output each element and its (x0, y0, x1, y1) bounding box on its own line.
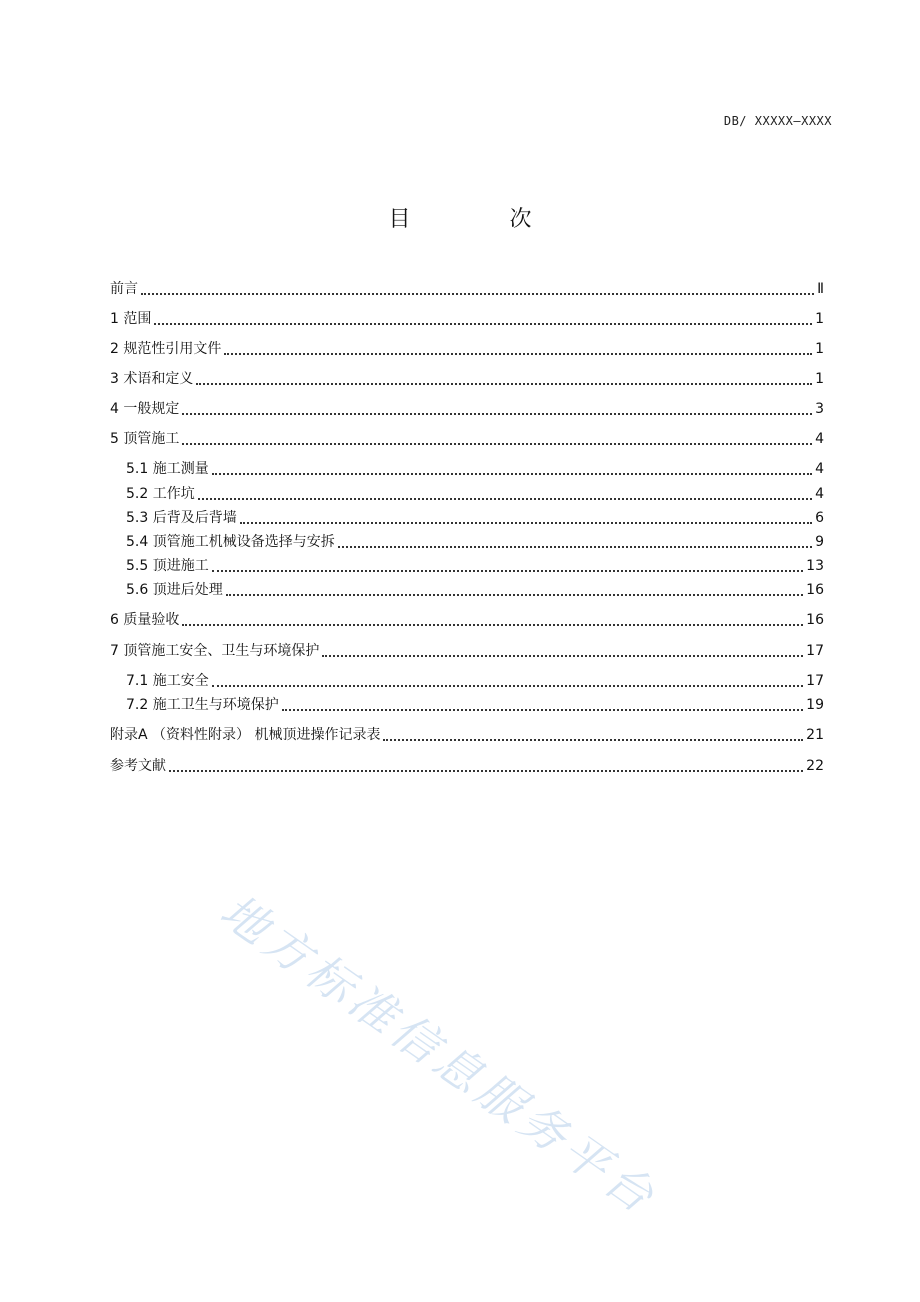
watermark: 地方标准信息服务平台 (210, 883, 668, 1226)
dot-leader (226, 594, 803, 596)
toc-entry-label: 7.1 施工安全 (126, 673, 209, 689)
toc-entry-label: 5.1 施工测量 (126, 461, 209, 477)
toc-entry-normative-references[interactable] (110, 338, 824, 360)
toc-entry-label: 7 顶管施工安全、卫生与环境保护 (110, 643, 320, 659)
toc-entry-page: 4 (815, 431, 824, 447)
document-code: DB/ XXXXX—XXXX (723, 114, 832, 128)
dot-leader (141, 293, 814, 295)
dot-leader (240, 522, 812, 524)
toc-entry-page: 9 (815, 534, 824, 550)
toc-entry-label: 7.2 施工卫生与环境保护 (126, 697, 279, 713)
toc-entry-page: 17 (806, 673, 824, 689)
toc-entry-page: 16 (806, 582, 824, 598)
toc-entry-label: 5.2 工作坑 (126, 486, 195, 502)
dot-leader (224, 353, 812, 355)
dot-leader (383, 739, 803, 741)
toc-entry-5-2[interactable] (126, 483, 824, 505)
toc-entry-label: 附录A （资料性附录） 机械顶进操作记录表 (110, 727, 381, 743)
page-title: 目 次 (388, 207, 578, 232)
dot-leader (212, 685, 803, 687)
toc-entry-scope[interactable] (110, 308, 824, 330)
toc-entry-page: 19 (806, 697, 824, 713)
toc-entry-label: 6 质量验收 (110, 612, 180, 628)
toc-entry-page: Ⅱ (817, 281, 824, 297)
toc-entry-page: 17 (806, 643, 824, 659)
toc-entry-page: 4 (815, 486, 824, 502)
toc-entry-pipe-jacking[interactable] (110, 428, 824, 450)
toc-entry-page: 4 (815, 461, 824, 477)
dot-leader (322, 655, 803, 657)
toc-entry-page: 22 (806, 758, 824, 774)
toc-entry-label: 1 范围 (110, 311, 152, 327)
toc-entry-page: 13 (806, 558, 824, 574)
dot-leader (182, 624, 803, 626)
toc-entry-5-1[interactable] (126, 458, 824, 480)
toc-entry-page: 1 (815, 311, 824, 327)
dot-leader (338, 546, 812, 548)
toc-entry-appendix-a[interactable] (110, 724, 824, 746)
dot-leader (169, 770, 803, 772)
toc-entry-page: 1 (815, 341, 824, 357)
toc-entry-label: 前言 (110, 281, 138, 297)
toc-entry-quality-acceptance[interactable] (110, 609, 824, 631)
toc-entry-5-5[interactable] (126, 555, 824, 577)
dot-leader (198, 498, 812, 500)
toc-entry-terms[interactable] (110, 368, 824, 390)
toc-entry-7-1[interactable] (126, 670, 824, 692)
dot-leader (154, 323, 812, 325)
toc-entry-label: 4 一般规定 (110, 401, 180, 417)
toc-entry-foreword[interactable] (110, 278, 824, 300)
toc-entry-page: 1 (815, 371, 824, 387)
toc-entry-safety[interactable] (110, 640, 824, 662)
toc-entry-5-6[interactable] (126, 579, 824, 601)
dot-leader (282, 709, 803, 711)
toc-entry-label: 3 术语和定义 (110, 371, 194, 387)
toc-entry-page: 3 (815, 401, 824, 417)
toc-entry-general[interactable] (110, 398, 824, 420)
toc-entry-bibliography[interactable] (110, 755, 824, 777)
toc-entry-page: 6 (815, 510, 824, 526)
toc-entry-label: 5.6 顶进后处理 (126, 582, 223, 598)
toc-entry-page: 16 (806, 612, 824, 628)
toc-entry-label: 参考文献 (110, 758, 166, 774)
toc-entry-7-2[interactable] (126, 694, 824, 716)
toc-entry-label: 5 顶管施工 (110, 431, 180, 447)
toc-entry-label: 5.3 后背及后背墙 (126, 510, 237, 526)
toc-entry-5-3[interactable] (126, 507, 824, 529)
dot-leader (212, 570, 803, 572)
toc-entry-label: 5.5 顶进施工 (126, 558, 209, 574)
dot-leader (182, 443, 812, 445)
toc-entry-page: 21 (806, 727, 824, 743)
dot-leader (196, 383, 812, 385)
toc-entry-label: 2 规范性引用文件 (110, 341, 222, 357)
toc-entry-5-4[interactable] (126, 531, 824, 553)
dot-leader (212, 473, 812, 475)
dot-leader (182, 413, 812, 415)
toc-entry-label: 5.4 顶管施工机械设备选择与安拆 (126, 534, 335, 550)
